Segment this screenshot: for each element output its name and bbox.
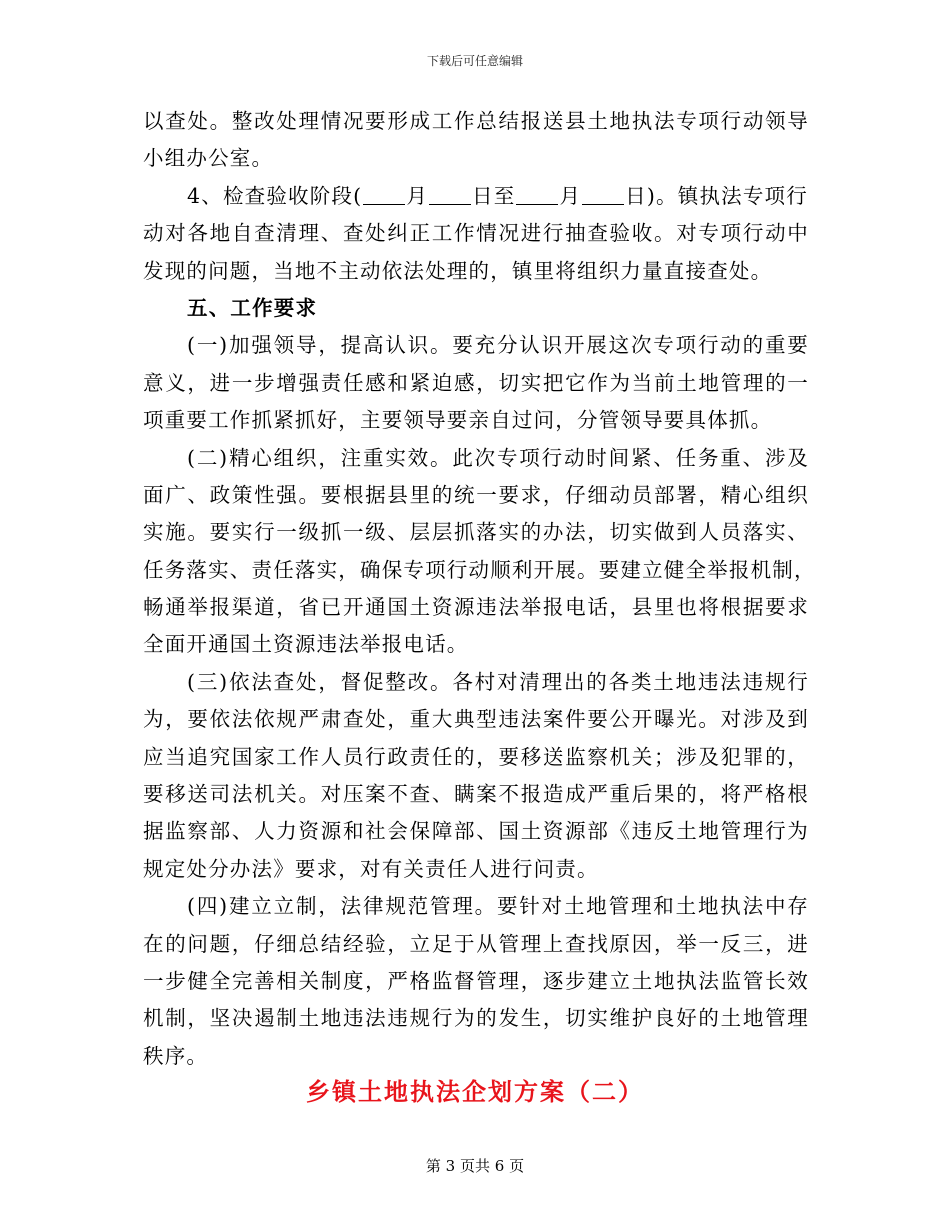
- text-line: (四)建立立制，法律规范管理。要针对土地管理和土地执法中存: [187, 894, 809, 919]
- text-line: 动对各地自查清理、查处纠正工作情况进行抽查验收。对专项行动中: [143, 221, 809, 246]
- document-body: [143, 103, 816, 1075]
- text-line: 据监察部、人力资源和社会保障部、国土资源部《违反土地管理行为: [143, 819, 809, 844]
- text-line: (一)加强领导，提高认识。要充分认识开展这次专项行动的重要: [187, 333, 809, 358]
- section-heading: 五、工作要求: [187, 295, 318, 320]
- text-line: 一步健全完善相关制度，严格监督管理，逐步建立土地执法监管长效: [143, 968, 809, 993]
- text-line: 畅通举报渠道，省已开通国土资源违法举报电话，县里也将根据要求: [143, 595, 809, 620]
- text-line: 应当追究国家工作人员行政责任的，要移送监察机关；涉及犯罪的，: [143, 744, 809, 769]
- text-line: 小组办公室。: [143, 146, 274, 171]
- month-label: 月: [559, 183, 582, 208]
- text-line: 为，要依法依规严肃查处，重大典型违法案件要公开曝光。对涉及到: [143, 707, 809, 732]
- text-line: 面广、政策性强。要根据县里的统一要求，仔细动员部署，精心组织: [143, 482, 809, 507]
- text-line: 机制，坚决遏制土地违法违规行为的发生，切实维护良好的土地管理: [143, 1006, 809, 1031]
- text-line: 实施。要实行一级抓一级、层层抓落实的办法，切实做到人员落实、: [143, 520, 809, 545]
- text-line: 发现的问题，当地不主动依法处理的，镇里将组织力量直接查处。: [143, 258, 773, 283]
- month-label: 月: [406, 183, 429, 208]
- text-line: 在的问题，仔细总结经验，立足于从管理上查找原因，举一反三，进: [143, 931, 809, 956]
- text-line: 规定处分办法》要求，对有关责任人进行问责。: [143, 856, 599, 881]
- text-line: 任务落实、责任落实，确保专项行动顺利开展。要建立健全举报机制，: [143, 557, 816, 582]
- blank-field[interactable]: [429, 186, 471, 205]
- blank-field[interactable]: [516, 186, 558, 205]
- text-line: 秩序。: [143, 1043, 209, 1068]
- text-line: 以查处。整改处理情况要形成工作总结报送县土地执法专项行动领导: [143, 109, 809, 133]
- text-line: 全面开通国土资源违法举报电话。: [143, 632, 469, 657]
- page-header: 下载后可任意编辑: [426, 54, 523, 68]
- day-end-label: 日)。镇执法专项行: [625, 183, 808, 208]
- page-footer: 第 3 页共 6 页: [425, 1157, 525, 1175]
- day-to-label: 日至: [472, 183, 516, 208]
- text-line: 要移送司法机关。对压案不查、瞒案不报造成严重后果的，将严格根: [143, 782, 809, 807]
- blank-field[interactable]: [363, 186, 405, 205]
- text-line: 意义，进一步增强责任感和紧迫感，切实把它作为当前土地管理的一: [143, 370, 809, 395]
- stage-4-line: [143, 178, 809, 215]
- section-title: 乡镇土地执法企划方案（二）: [306, 1077, 644, 1106]
- blank-field[interactable]: [582, 186, 624, 205]
- text-line: (三)依法查处，督促整改。各村对清理出的各类土地违法违规行: [187, 669, 809, 694]
- text-line: (二)精心组织，注重实效。此次专项行动时间紧、任务重、涉及: [187, 445, 809, 470]
- stage-4-label: 4、检查验收阶段(: [187, 183, 363, 208]
- text-line: 项重要工作抓紧抓好，主要领导要亲自过问，分管领导要具体抓。: [143, 408, 773, 433]
